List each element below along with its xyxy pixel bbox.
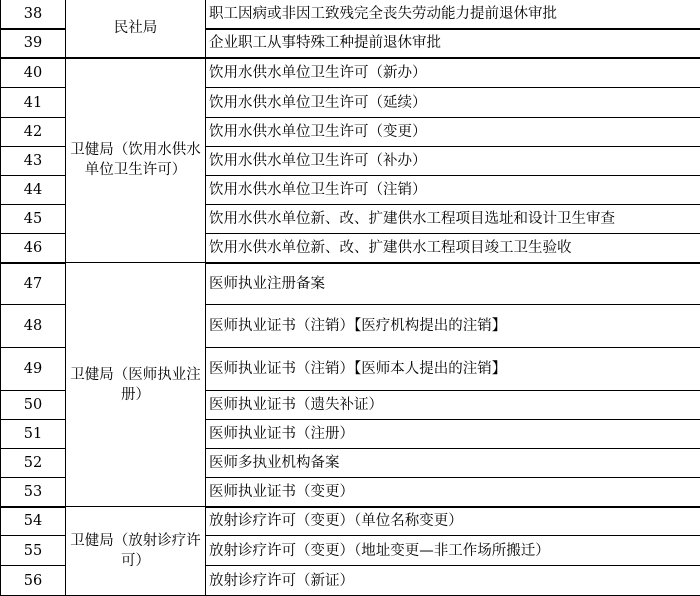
department-name: 卫健局（放射诊疗许可） [70,533,201,569]
row-number: 39 [1,29,66,58]
row-number: 44 [1,176,66,205]
department-cell [66,263,206,507]
item-name: 医师多执业机构备案 [206,449,700,478]
department-name: 卫健局（饮用水供水单位卫生许可） [70,142,201,178]
item-name: 饮用水供水单位卫生许可（补办） [206,147,700,176]
item-name: 饮用水供水单位卫生许可（注销） [206,176,700,205]
row-number: 41 [1,88,66,118]
item-name: 医师执业证书（注销）【医疗机构提出的注销】 [206,305,700,348]
item-name: 职工因病或非因工致残完全丧失劳动能力提前退休审批 [206,0,700,29]
department-name: 民社局 [114,20,158,36]
row-number: 42 [1,118,66,147]
department-cell [66,58,206,263]
row-number: 55 [1,536,66,566]
item-name: 放射诊疗许可（新证） [206,566,700,596]
item-name: 饮用水供水单位卫生许可（变更） [206,118,700,147]
department-cell [66,0,206,58]
row-number: 40 [1,58,66,88]
item-name: 医师执业证书（遗失补证） [206,391,700,420]
department-name: 卫健局（医师执业注册） [70,367,201,403]
item-name: 企业职工从事特殊工种提前退休审批 [206,29,700,58]
item-name: 饮用水供水单位卫生许可（新办） [206,58,700,88]
row-number: 47 [1,263,66,305]
row-number: 45 [1,205,66,234]
row-number: 53 [1,478,66,507]
row-number: 51 [1,420,66,449]
item-name: 医师执业证书（注销）【医师本人提出的注销】 [206,348,700,391]
item-name: 饮用水供水单位新、改、扩建供水工程项目选址和设计卫生审查 [206,205,700,234]
table-row [1,0,700,29]
item-name: 医师执业证书（注册） [206,420,700,449]
item-name: 医师执业证书（变更） [206,478,700,507]
row-number: 48 [1,305,66,348]
row-number: 46 [1,234,66,263]
item-name: 医师执业注册备案 [206,263,700,305]
item-name: 饮用水供水单位新、改、扩建供水工程项目竣工卫生验收 [206,234,700,263]
item-name: 放射诊疗许可（变更）（地址变更—非工作场所搬迁） [206,536,700,566]
row-number: 38 [1,0,66,29]
row-number: 49 [1,348,66,391]
row-number: 54 [1,507,66,536]
item-name: 放射诊疗许可（变更）（单位名称变更） [206,507,700,536]
table-row [1,58,700,88]
department-cell [66,507,206,596]
table-row [1,507,700,536]
row-number: 56 [1,566,66,596]
row-number: 50 [1,391,66,420]
table-row [1,263,700,305]
row-number: 52 [1,449,66,478]
item-name: 饮用水供水单位卫生许可（延续） [206,88,700,118]
row-number: 43 [1,147,66,176]
